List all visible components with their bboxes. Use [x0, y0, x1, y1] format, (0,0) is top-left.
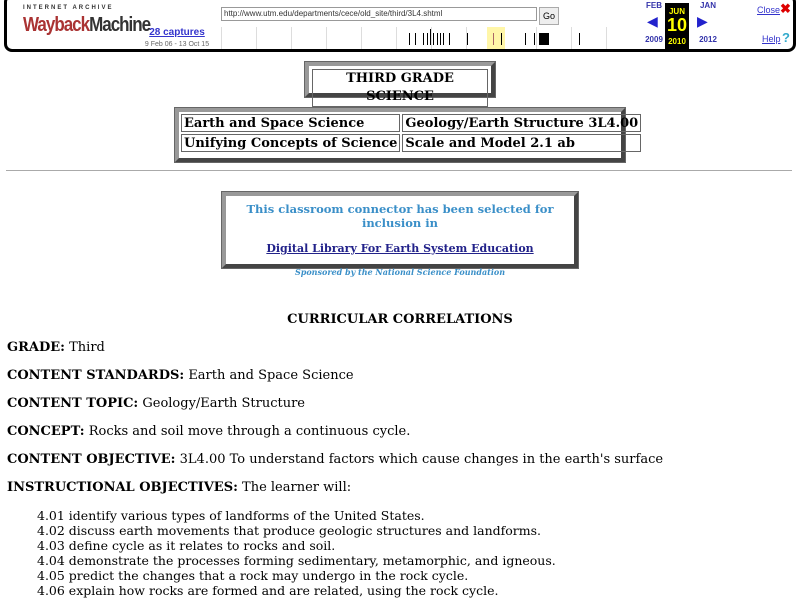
- connector-text: This classroom connector has been selected for inclusion in: [246, 202, 554, 230]
- standards-table: [175, 108, 639, 162]
- field-content-topic: [7, 396, 305, 411]
- field-label: CONTENT TOPIC:: [7, 396, 139, 411]
- close-link[interactable]: Close: [757, 5, 781, 15]
- logo-b: Machine: [89, 13, 151, 36]
- list-item: 4.06 explain how rocks are formed and are related, using the rock cycle.: [37, 583, 499, 598]
- field-label: INSTRUCTIONAL OBJECTIVES:: [7, 480, 238, 495]
- logo-a: Wayback: [23, 13, 90, 36]
- field-value: Rocks and soil move through a continuous cycle.: [88, 424, 411, 439]
- field-value: Third: [69, 340, 105, 355]
- prev-month[interactable]: FEB: [646, 1, 662, 10]
- field-label: CONCEPT:: [7, 424, 85, 439]
- capture-timeline[interactable]: [221, 27, 641, 49]
- field-concept: [7, 424, 410, 439]
- section-heading: CURRICULAR CORRELATIONS: [287, 312, 513, 327]
- prev-arrow-icon[interactable]: ◀: [647, 13, 658, 29]
- classroom-connector-box: [222, 192, 578, 277]
- help-icon[interactable]: ?: [782, 30, 790, 45]
- captures-link[interactable]: 28 captures: [149, 27, 205, 38]
- list-item: 4.03 define cycle as it relates to rocks and soil.: [37, 538, 336, 553]
- next-arrow-icon[interactable]: ▶: [697, 13, 708, 29]
- captures-range: 9 Feb 06 - 13 Oct 15: [144, 41, 210, 48]
- divider: [6, 170, 792, 171]
- url-input[interactable]: http://www.utm.edu/departments/cece/old_site/third/3L4.shtml: [221, 7, 537, 21]
- field-value: 3L4.00 To understand factors which cause changes in the earth's surface: [179, 452, 664, 467]
- current-capture: [665, 3, 689, 51]
- cur-day: 10: [666, 15, 688, 35]
- table-cell: Geology/Earth Structure 3L4.00: [402, 114, 641, 132]
- list-item: 4.01 identify various types of landforms of the United States.: [37, 508, 425, 523]
- list-item: 4.02 discuss earth movements that produce geologic structures and landforms.: [37, 523, 542, 538]
- field-grade: [7, 340, 105, 355]
- wayback-toolbar: [4, 0, 796, 52]
- field-value: Geology/Earth Structure: [142, 396, 305, 411]
- cur-month: JUN: [668, 7, 685, 16]
- help-link[interactable]: Help: [762, 34, 781, 44]
- field-label: GRADE:: [7, 340, 65, 355]
- sponsor-text: Sponsored by the National Science Foundation: [294, 267, 506, 277]
- field-content-objective: [7, 452, 663, 467]
- field-value: Earth and Space Science: [188, 368, 354, 383]
- wayback-logo[interactable]: [23, 13, 150, 37]
- page-title: THIRD GRADE SCIENCE: [312, 69, 488, 107]
- dlese-link[interactable]: Digital Library For Earth System Education: [266, 242, 534, 255]
- field-value: The learner will:: [242, 480, 352, 495]
- field-label: CONTENT STANDARDS:: [7, 368, 185, 383]
- field-content-standards: [7, 368, 354, 383]
- table-cell: Scale and Model 2.1 ab: [402, 134, 641, 152]
- close-icon[interactable]: ✖: [780, 1, 791, 16]
- field-instructional-objectives: [7, 480, 351, 495]
- prev-year: 2009: [645, 35, 663, 44]
- table-row: [181, 134, 641, 152]
- table-row: [181, 114, 641, 132]
- page-title-box: [305, 62, 495, 104]
- go-button[interactable]: Go: [539, 7, 559, 25]
- wayback-logo-top: INTERNET ARCHIVE: [23, 5, 114, 11]
- objectives-list: [37, 508, 556, 598]
- list-item: 4.05 predict the changes that a rock may undergo in the rock cycle.: [37, 568, 469, 583]
- next-year: 2012: [699, 35, 717, 44]
- next-month[interactable]: JAN: [699, 1, 716, 10]
- table-cell: Unifying Concepts of Science: [181, 134, 400, 152]
- cur-year: 2010: [668, 37, 686, 46]
- table-cell: Earth and Space Science: [181, 114, 400, 132]
- field-label: CONTENT OBJECTIVE:: [7, 452, 176, 467]
- list-item: 4.04 demonstrate the processes forming sedimentary, metamorphic, and igneous.: [37, 553, 556, 568]
